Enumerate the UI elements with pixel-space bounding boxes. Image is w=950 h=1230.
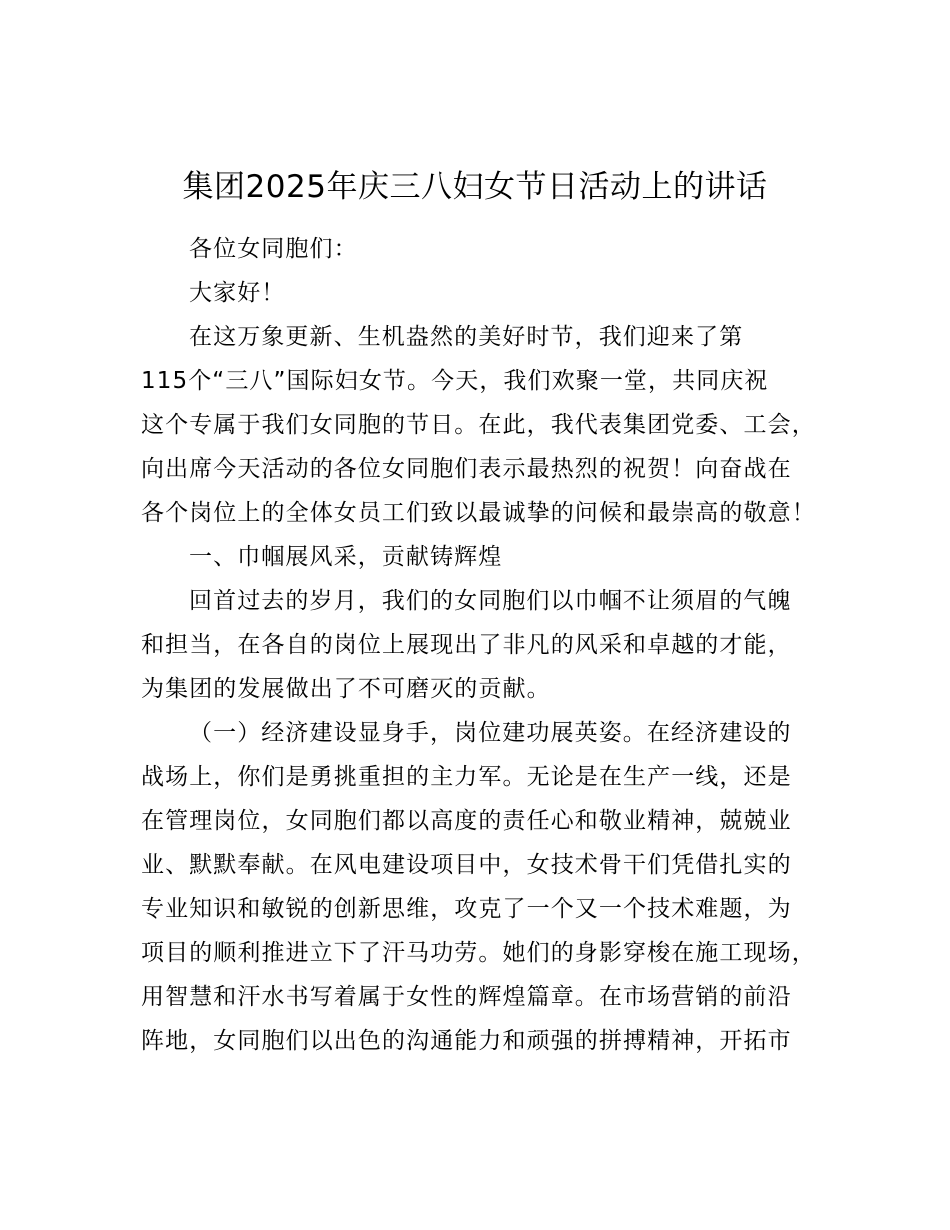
paragraph-line: 这个专属于我们女同胞的节日。在此，我代表集团党委、工会， (141, 412, 816, 438)
paragraph-line: 和担当，在各自的岗位上展现出了非凡的风采和卓越的才能， (141, 632, 792, 658)
paragraph-line: 专业知识和敏锐的创新思维，攻克了一个又一个技术难题，为 (141, 896, 792, 922)
paragraph-line: 各个岗位上的全体女员工们致以最诚挚的问候和最崇高的敬意！ (141, 500, 816, 526)
paragraph-line: 项目的顺利推进立下了汗马功劳。她们的身影穿梭在施工现场， (141, 940, 816, 966)
paragraph-line: 用智慧和汗水书写着属于女性的辉煌篇章。在市场营销的前沿 (141, 984, 792, 1010)
paragraph-line: （一）经济建设显身手，岗位建功展英姿。在经济建设的 (189, 720, 792, 746)
paragraph-line: 回首过去的岁月，我们的女同胞们以巾帼不让须眉的气魄 (189, 588, 792, 614)
greeting: 大家好！ (189, 280, 286, 306)
paragraph-line: 业、默默奉献。在风电建设项目中，女技术骨干们凭借扎实的 (141, 852, 792, 878)
salutation: 各位女同胞们： (189, 236, 358, 262)
paragraph-line: 向出席今天活动的各位女同胞们表示最热烈的祝贺！向奋战在 (141, 456, 792, 482)
paragraph-line: 115个“三八”国际妇女节。今天，我们欢聚一堂，共同庆祝 (141, 368, 769, 394)
document-title: 集团2025年庆三八妇女节日活动上的讲话 (182, 169, 768, 205)
paragraph-line: 阵地，女同胞们以出色的沟通能力和顽强的拼搏精神，开拓市 (141, 1028, 792, 1054)
paragraph-line: 战场上，你们是勇挑重担的主力军。无论是在生产一线，还是 (141, 764, 792, 790)
paragraph-line: 为集团的发展做出了不可磨灭的贡献。 (141, 676, 551, 702)
section-heading: 一、巾帼展风采，贡献铸辉煌 (189, 544, 503, 570)
document-body (141, 227, 841, 1063)
paragraph-line: 在这万象更新、生机盎然的美好时节，我们迎来了第 (189, 324, 744, 350)
paragraph-line: 在管理岗位，女同胞们都以高度的责任心和敬业精神，兢兢业 (141, 808, 792, 834)
